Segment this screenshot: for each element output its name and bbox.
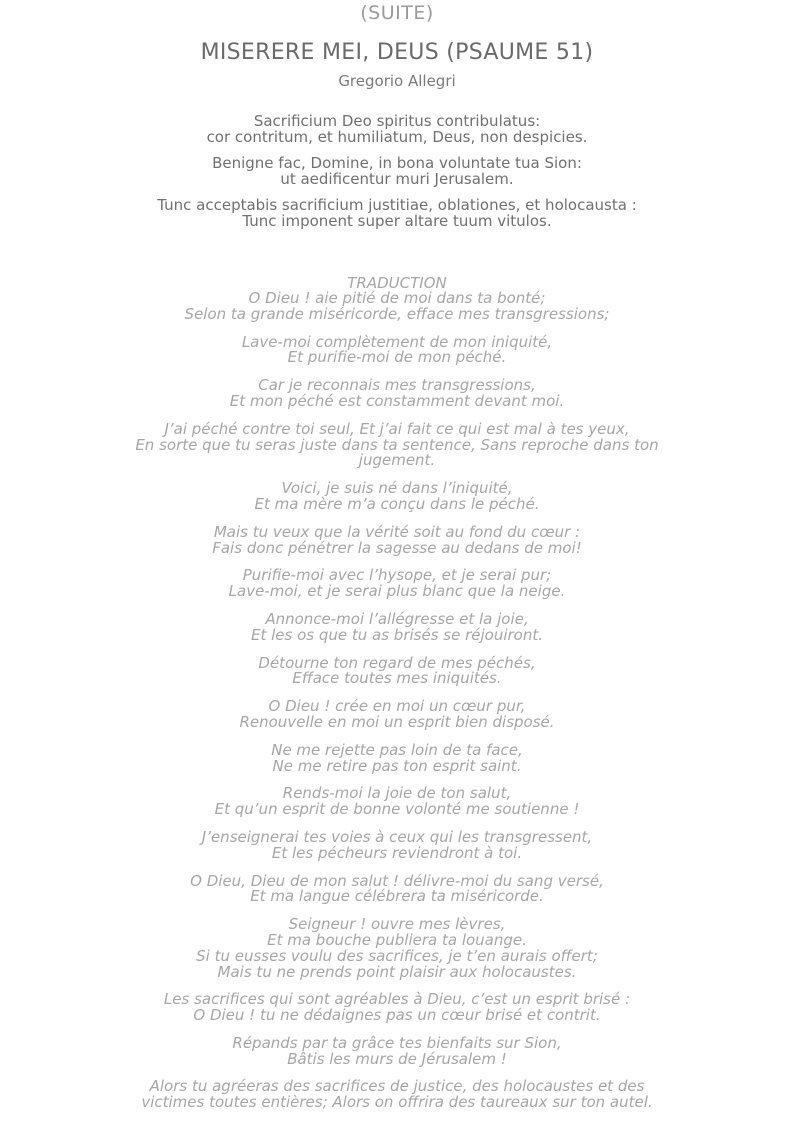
- stanza: [0, 609, 794, 644]
- composer-name: Gregorio Allegri: [338, 72, 456, 90]
- stanza-line: En sorte que tu seras juste dans ta sentence, Sans reproche dans ton: [135, 435, 659, 454]
- stanza-line: Lave-moi complètement de mon iniquité,: [241, 332, 553, 351]
- page-title: MISERERE MEI, DEUS (PSAUME 51): [200, 40, 594, 65]
- stanza: [0, 786, 794, 818]
- stanza-line: Fais donc pénétrer la sagesse au dedans de moi!: [212, 538, 582, 557]
- stanza-line: J’enseignerai tes voies à ceux qui les transgressent,: [201, 827, 593, 846]
- stanza: [0, 917, 794, 980]
- stanza: [0, 198, 794, 229]
- stanza-line: Et les pécheurs reviendront à toi.: [271, 843, 523, 862]
- stanza-line: Ne me rejette pas loin de ta face,: [271, 740, 523, 759]
- stanza-line: Lave-moi, et je serai plus blanc que la neige.: [228, 582, 566, 601]
- stanza: [0, 871, 794, 906]
- translation-stanzas: [0, 291, 794, 1111]
- stanza-line: Sacrificium Deo spiritus contribulatus:: [253, 112, 541, 130]
- stanza-line: O Dieu, Dieu de mon salut ! délivre-moi du sang versé,: [190, 871, 604, 890]
- stanza-line: Bâtis les murs de Jérusalem !: [287, 1049, 507, 1068]
- stanza-line: Renouvelle en moi un esprit bien disposé.: [239, 712, 555, 731]
- stanza-line: Mais tu veux que la vérité soit au fond du cœur :: [213, 522, 581, 541]
- stanza-line: jugement.: [358, 451, 436, 470]
- stanza-line: Ne me retire pas ton esprit saint.: [272, 756, 522, 775]
- stanza: [0, 740, 794, 775]
- stanza-line: Purifie-moi avec l’hysope, et je serai pur;: [242, 566, 552, 585]
- stanza: [0, 699, 794, 731]
- stanza-line: Répands par ta grâce tes bienfaits sur Sion,: [232, 1033, 562, 1052]
- stanza: [0, 827, 794, 862]
- stanza-line: Selon ta grande miséricorde, efface mes transgressions;: [184, 304, 610, 323]
- stanza-line: Et purifie-moi de mon péché.: [287, 348, 507, 367]
- stanza: [0, 291, 794, 323]
- translation-section: [0, 275, 794, 1123]
- stanza-line: O Dieu ! crée en moi un cœur pur,: [268, 697, 526, 716]
- stanza: [0, 114, 794, 145]
- continuation-label: (SUITE): [360, 2, 434, 24]
- stanza-line: Voici, je suis né dans l’iniquité,: [281, 479, 513, 498]
- stanza-line: Et ma bouche publiera ta louange.: [267, 930, 527, 949]
- stanza: [0, 992, 794, 1024]
- stanza: [0, 481, 794, 513]
- stanza-line: Seigneur ! ouvre mes lèvres,: [288, 915, 506, 934]
- stanza: [0, 568, 794, 600]
- stanza-line: Car je reconnais mes transgressions,: [258, 376, 536, 395]
- stanza-line: Rends-moi la joie de ton salut,: [282, 784, 512, 803]
- stanza-line: Et mon péché est constamment devant moi.: [229, 391, 565, 410]
- stanza-line: victimes toutes entières; Alors on offrira des taureaux sur ton autel.: [141, 1093, 653, 1112]
- stanza-line: Tunc imponent super altare tuum vitulos.: [242, 211, 552, 230]
- stanza-line: Et les os que tu as brisés se réjouiront.: [250, 625, 544, 644]
- translation-heading: TRADUCTION: [347, 274, 447, 292]
- stanza-line: Alors tu agréeras des sacrifices de justice, des holocaustes et des: [149, 1077, 645, 1096]
- stanza-line: Et qu’un esprit de bonne volonté me soutienne !: [214, 800, 580, 819]
- stanza-line: cor contritum, et humiliatum, Deus, non despicies.: [206, 127, 588, 146]
- stanza: [0, 1033, 794, 1068]
- stanza-line: Tunc acceptabis sacrificium justitiae, oblationes, et holocausta :: [157, 196, 637, 214]
- stanza: [0, 522, 794, 557]
- stanza-line: Efface toutes mes iniquités.: [292, 669, 502, 688]
- stanza-line: O Dieu ! tu ne dédaignes pas un cœur brisé et contrit.: [193, 1006, 601, 1025]
- stanza-line: Mais tu ne prends point plaisir aux holocaustes.: [217, 962, 577, 981]
- stanza: [0, 653, 794, 688]
- stanza: [0, 156, 794, 187]
- stanza-line: J’ai péché contre toi seul, Et j’ai fait ce qui est mal à tes yeux,: [164, 419, 630, 438]
- stanza-line: Et ma langue célébrera ta miséricorde.: [250, 887, 544, 906]
- stanza: [0, 419, 794, 470]
- stanza: [0, 332, 794, 367]
- stanza-line: Si tu eusses voulu des sacrifices, je t’en aurais offert;: [196, 946, 598, 965]
- stanza-line: Les sacrifices qui sont agréables à Dieu, c’est un esprit brisé :: [163, 990, 631, 1009]
- stanza-line: O Dieu ! aie pitié de moi dans ta bonté;: [248, 289, 546, 307]
- stanza: [0, 378, 794, 410]
- stanza-line: Détourne ton regard de mes péchés,: [258, 653, 536, 672]
- stanza-line: ut aedificentur muri Jerusalem.: [280, 169, 514, 188]
- stanza-line: Et ma mère m’a conçu dans le péché.: [254, 494, 540, 513]
- stanza-line: Annonce-moi l’allégresse et la joie,: [265, 609, 529, 628]
- stanza-line: Benigne fac, Domine, in bona voluntate tua Sion:: [212, 154, 582, 172]
- stanza: [0, 1079, 794, 1111]
- latin-text: [0, 114, 794, 240]
